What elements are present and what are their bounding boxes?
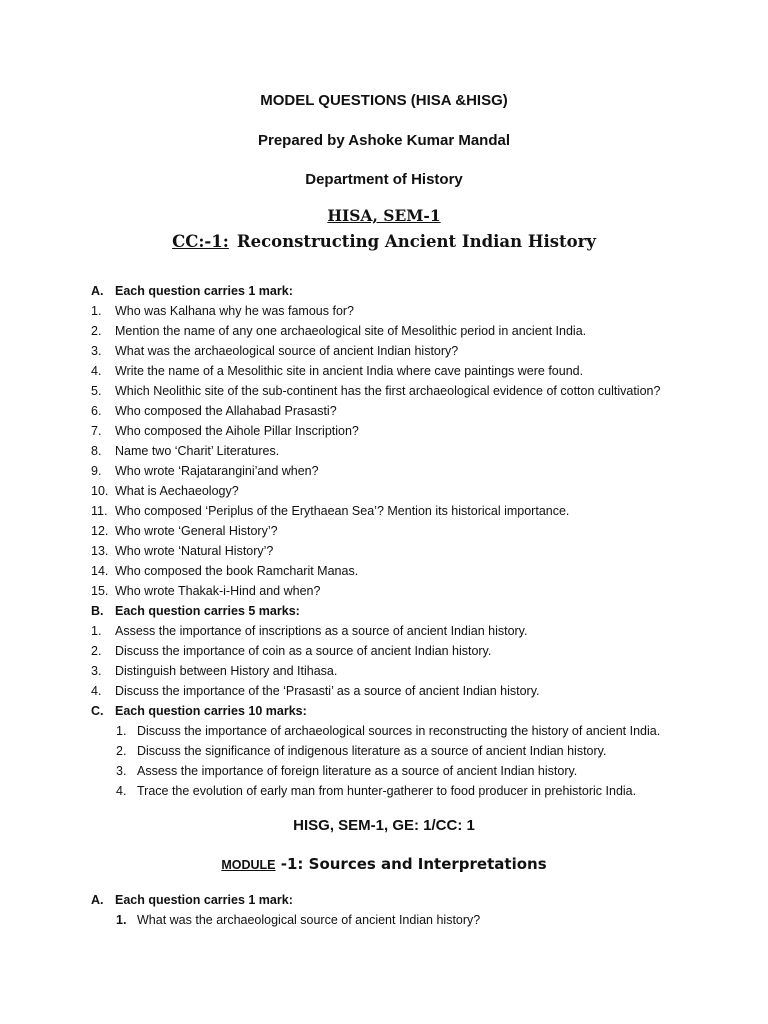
course-heading <box>0 232 768 251</box>
department-name: Department of History <box>305 171 463 188</box>
course-code: CC:-1: <box>172 232 229 251</box>
document-title: MODEL QUESTIONS (HISA &HISG) <box>260 92 508 109</box>
prepared-by: Prepared by Ashoke Kumar Mandal <box>257 132 511 149</box>
hisa-heading: HISA, SEM-1 <box>327 206 441 225</box>
hisg-heading: HISG, SEM-1, GE: 1/CC: 1 <box>293 817 475 834</box>
document-page: MODEL QUESTIONS (HISA &HISG) Prepared by Ashoke Kumar Mandal Department of History HISA, SEM-1 CC:-1: Reconstructing Ancient Indian History A. Each question carries 1 mark: 1. Who was Kalhana why he was famous for? 2. Mention the name of any one archaeological site of Mesolithic period in ancient India. 3. What was the archaeological source of ancient Indian history? 4. Write the name of a Mesolithic site in ancient India where cave paintings were found. 5. Which Neolithic site of the sub-continent has the first archaeological evidence of cotton cultivation? 6. Who composed the Allahabad Prasasti? 7. Who composed the Aihole Pillar Inscription? 8. Name two ‘Charit’ Literatures. 9. Who wrote ‘Rajatarangini’and when? 10. What is Aechaeology? 11. Who composed ‘Periplus of the Erythaean Sea’? Mention its historical importance. 12. Who wrote ‘General History’? 13. Who wrote ‘Natural History’? 14. Who composed the book Ramcharit Manas. 15. Who wrote Thakak-i-Hind and when? B. Each question carries 5 marks: 1. Assess the importance of inscriptions as a source of ancient Indian history. 2. Discuss the importance of coin as a source of ancient Indian history. 3. Distinguish between History and Itihasa. 4. Discuss the importance of the ‘Prasasti’ as a source of ancient Indian history. C. Each question carries 10 marks: 1. Discuss the importance of archaeological sources in reconstructing the history of ancient India. 2. Discuss the significance of indigenous literature as a source of ancient Indian history. 3. Assess the importance of foreign literature as a source of ancient Indian history. 4. Trace the evolution of early man from hunter-gatherer to food producer in prehistoric India. HISG, SEM-1, GE: 1/CC: 1 MODULE -1: Sources and Interpretations A. Each question carries 1 mark: 1. What was the archaeological source of ancient Indian history? <box>0 0 768 1024</box>
course-title: Reconstructing Ancient Indian History <box>236 232 596 251</box>
module-heading <box>0 855 768 873</box>
module-title: -1: Sources and Interpretations <box>275 855 547 873</box>
module-word: MODULE <box>221 858 276 872</box>
